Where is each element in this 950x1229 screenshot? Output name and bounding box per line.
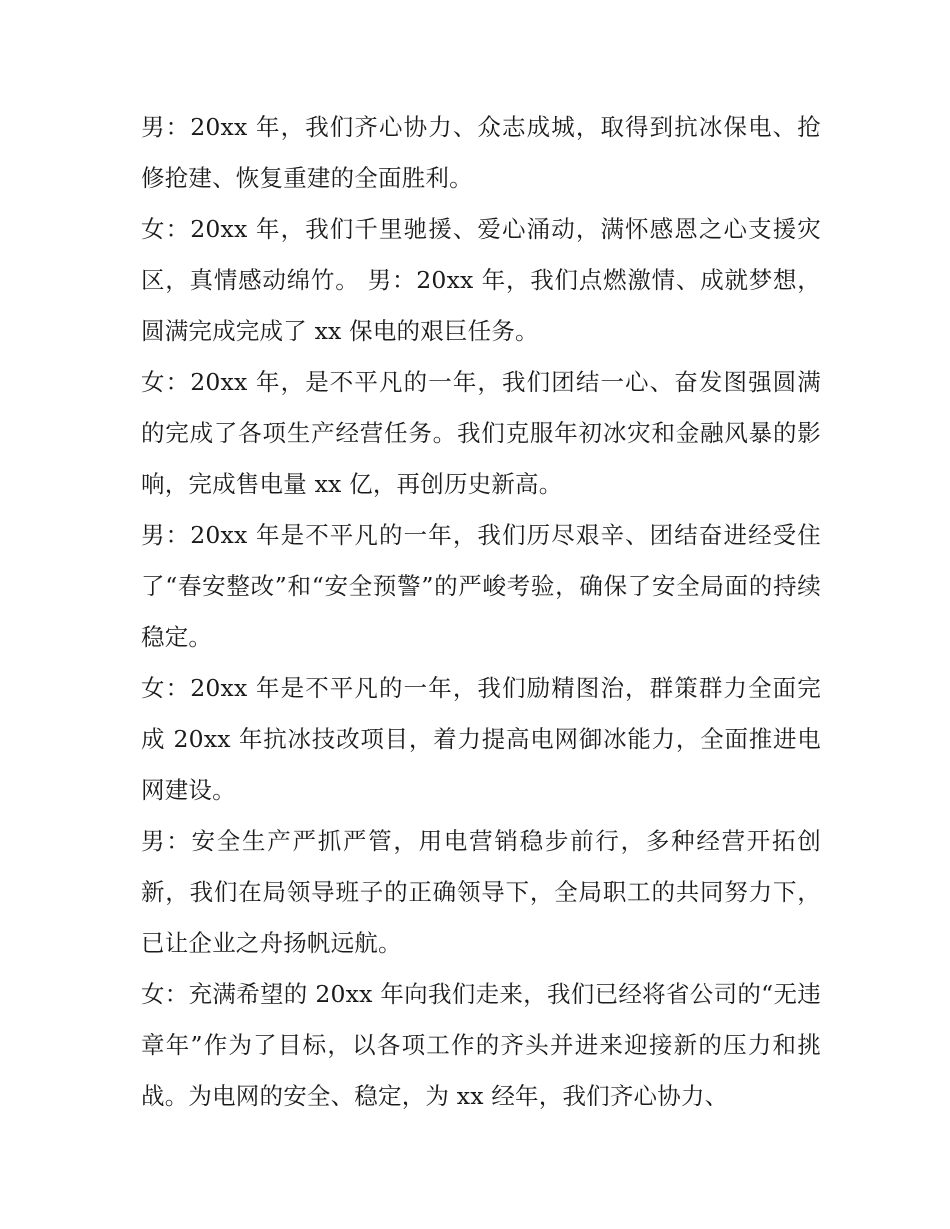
paragraph-3: 女：20xx 年，是不平凡的一年，我们团结一心、奋发图强圆满的完成了各项生产经营任务。我们克服年初冰灾和金融风暴的影响，完成售电量 xx 亿，再创历史新高。 [141, 368, 821, 498]
paragraph-7: 女：充满希望的 20xx 年向我们走来，我们已经将省公司的“无违章年”作为了目标，以各项工作的齐头并进来迎接新的压力和挑战。为电网的安全、稳定，为 xx 经年，我们齐心协力、 [141, 980, 821, 1110]
document-body [141, 102, 821, 1122]
paragraph-4: 男：20xx 年是不平凡的一年，我们历尽艰辛、团结奋进经受住了“春安整改”和“安全预警”的严峻考验，确保了安全局面的持续稳定。 [141, 521, 821, 651]
paragraph-6: 男：安全生产严抓严管，用电营销稳步前行，多种经营开拓创新，我们在局领导班子的正确领导下，全局职工的共同努力下，已让企业之舟扬帆远航。 [141, 827, 821, 957]
paragraph-2: 女：20xx 年，我们千里驰援、爱心涌动，满怀感恩之心支援灾区，真情感动绵竹。 男：20xx 年，我们点燃激情、成就梦想，圆满完成完成了 xx 保电的艰巨任务。 [141, 215, 821, 345]
paragraph-5: 女：20xx 年是不平凡的一年，我们励精图治，群策群力全面完成 20xx 年抗冰技改项目，着力提高电网御冰能力，全面推进电网建设。 [141, 674, 821, 804]
paragraph-1: 男：20xx 年，我们齐心协力、众志成城，取得到抗冰保电、抢修抢建、恢复重建的全面胜利。 [141, 113, 821, 192]
